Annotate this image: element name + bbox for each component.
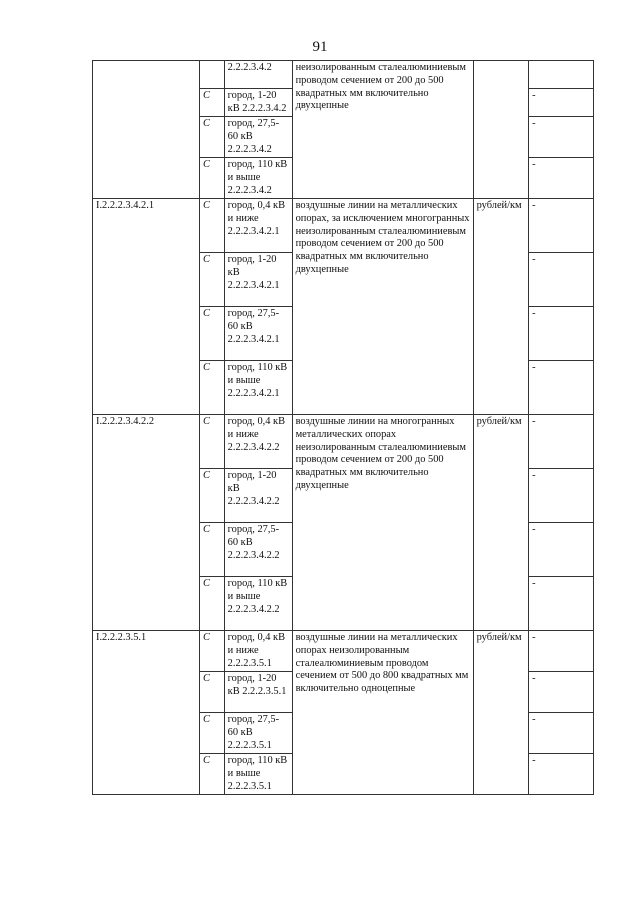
- value-cell: -: [529, 469, 594, 523]
- code-cell: I.2.2.2.3.5.1: [93, 631, 200, 795]
- value-cell: -: [529, 158, 594, 199]
- value-cell: -: [529, 523, 594, 577]
- unit-cell: рублей/км: [473, 199, 529, 415]
- page-number: 91: [312, 39, 328, 55]
- letter-cell: С: [199, 199, 224, 253]
- value-cell: [529, 61, 594, 89]
- level-cell: город, 27,5-60 кВ 2.2.2.3.4.2: [224, 117, 292, 158]
- description-cell: воздушные линии на металлических опорах неизолированным сталеалюминиевым проводом сечением от 500 до 800 квадратных мм включительно одноцепные: [292, 631, 473, 795]
- level-cell: город, 1-20 кВ 2.2.2.3.4.2.2: [224, 469, 292, 523]
- code-cell: I.2.2.2.3.4.2.2: [93, 415, 200, 631]
- letter-cell: С: [199, 415, 224, 469]
- value-cell: -: [529, 89, 594, 117]
- letter-cell: С: [199, 631, 224, 672]
- value-cell: -: [529, 415, 594, 469]
- level-cell: город, 27,5-60 кВ 2.2.2.3.5.1: [224, 713, 292, 754]
- code-cell: I.2.2.2.3.4.2.1: [93, 199, 200, 415]
- value-cell: -: [529, 754, 594, 795]
- letter-cell: С: [199, 117, 224, 158]
- level-cell: город, 27,5-60 кВ 2.2.2.3.4.2.2: [224, 523, 292, 577]
- level-cell: город, 110 кВ и выше 2.2.2.3.4.2: [224, 158, 292, 199]
- code-cell: [93, 61, 200, 199]
- level-cell: город, 27,5-60 кВ 2.2.2.3.4.2.1: [224, 307, 292, 361]
- value-cell: -: [529, 713, 594, 754]
- value-cell: -: [529, 199, 594, 253]
- value-cell: -: [529, 117, 594, 158]
- value-cell: -: [529, 577, 594, 631]
- letter-cell: С: [199, 577, 224, 631]
- level-cell: город, 1-20 кВ 2.2.2.3.4.2: [224, 89, 292, 117]
- level-cell: город, 0,4 кВ и ниже 2.2.2.3.5.1: [224, 631, 292, 672]
- level-cell: город, 110 кВ и выше 2.2.2.3.4.2.2: [224, 577, 292, 631]
- letter-cell: С: [199, 158, 224, 199]
- table-row: [93, 199, 594, 253]
- level-cell: город, 0,4 кВ и ниже 2.2.2.3.4.2.1: [224, 199, 292, 253]
- description-cell: неизолированным сталеалюминиевым проводом сечением от 200 до 500 квадратных мм включительно двухцепные: [292, 61, 473, 199]
- letter-cell: С: [199, 469, 224, 523]
- level-cell: город, 1-20 кВ 2.2.2.3.4.2.1: [224, 253, 292, 307]
- letter-cell: [199, 61, 224, 89]
- value-cell: -: [529, 672, 594, 713]
- letter-cell: С: [199, 523, 224, 577]
- description-cell: воздушные линии на металлических опорах, за исключением многогранных неизолированным сталеалюминиевым проводом сечением от 200 до 500 квадратных мм включительно двухцепные: [292, 199, 473, 415]
- letter-cell: С: [199, 253, 224, 307]
- level-cell: город, 0,4 кВ и ниже 2.2.2.3.4.2.2: [224, 415, 292, 469]
- value-cell: -: [529, 253, 594, 307]
- letter-cell: С: [199, 89, 224, 117]
- value-cell: -: [529, 631, 594, 672]
- value-cell: -: [529, 361, 594, 415]
- table-row: [93, 61, 594, 89]
- letter-cell: С: [199, 361, 224, 415]
- table-row: [93, 631, 594, 672]
- description-cell: воздушные линии на многогранных металлических опорах неизолированным сталеалюминиевым проводом сечением от 200 до 500 квадратных мм включительно двухцепные: [292, 415, 473, 631]
- letter-cell: С: [199, 307, 224, 361]
- letter-cell: С: [199, 754, 224, 795]
- letter-cell: С: [199, 713, 224, 754]
- level-cell: 2.2.2.3.4.2: [224, 61, 292, 89]
- table-row: [93, 415, 594, 469]
- tariff-table: [92, 60, 594, 795]
- value-cell: -: [529, 307, 594, 361]
- letter-cell: С: [199, 672, 224, 713]
- unit-cell: рублей/км: [473, 415, 529, 631]
- unit-cell: рублей/км: [473, 631, 529, 795]
- level-cell: город, 110 кВ и выше 2.2.2.3.4.2.1: [224, 361, 292, 415]
- unit-cell: [473, 61, 529, 199]
- level-cell: город, 1-20 кВ 2.2.2.3.5.1: [224, 672, 292, 713]
- level-cell: город, 110 кВ и выше 2.2.2.3.5.1: [224, 754, 292, 795]
